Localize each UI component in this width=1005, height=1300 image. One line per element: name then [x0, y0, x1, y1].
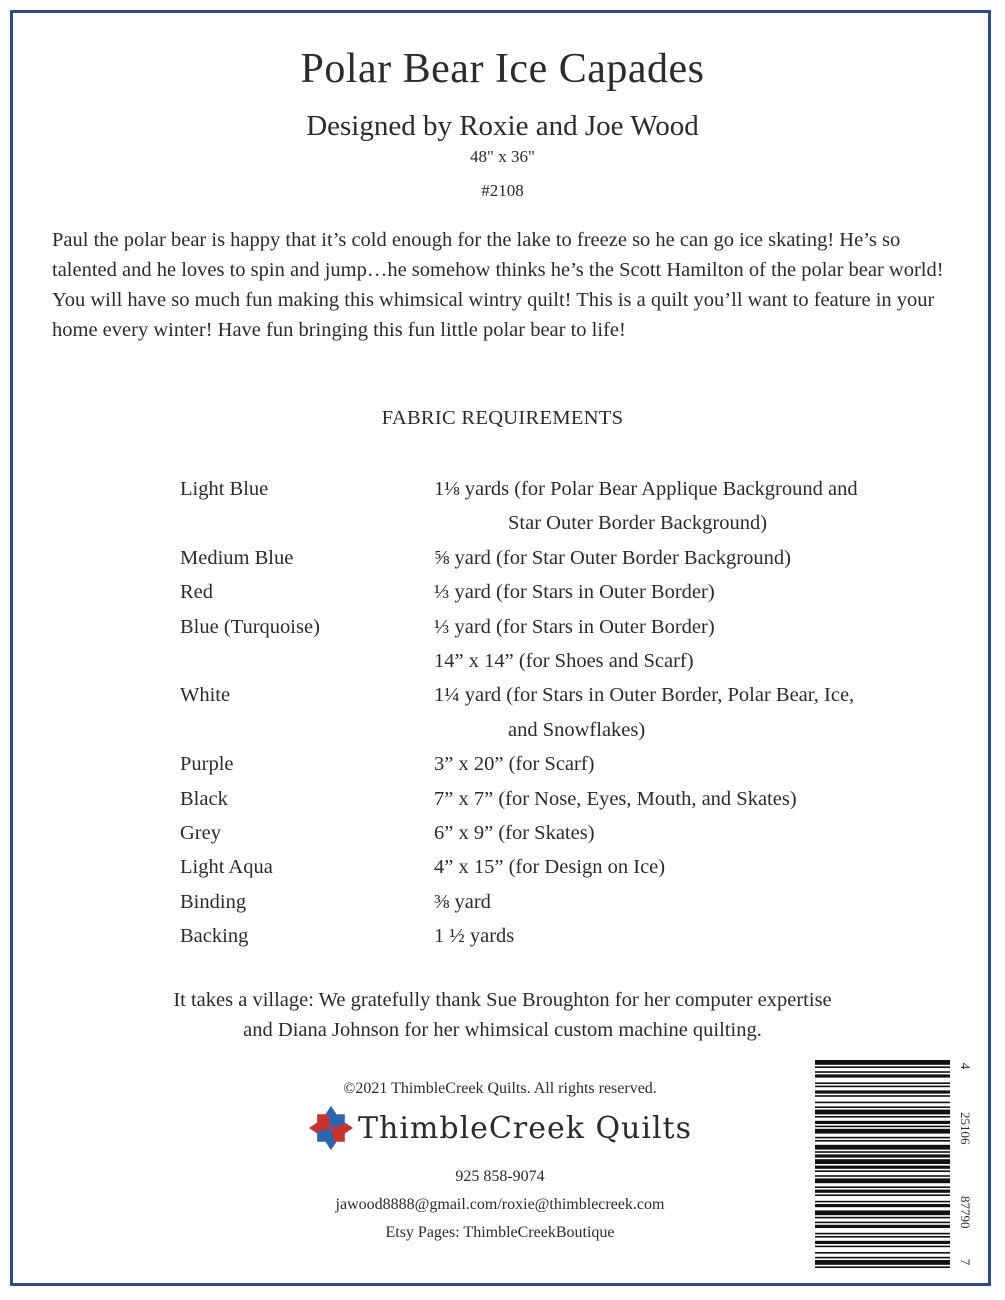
- barcode-bar: [815, 1116, 950, 1118]
- fabric-name: [180, 644, 434, 678]
- fabric-amount-text: ⅓ yard (for Stars in Outer Border): [434, 615, 715, 638]
- fabric-amount: [434, 850, 970, 884]
- fabric-amount-text: ⅜ yard: [434, 890, 491, 913]
- fabric-amount-text: 4” x 15” (for Design on Ice): [434, 856, 666, 879]
- phone-number: 925 858-9074: [455, 1168, 545, 1185]
- barcode-bar: [815, 1170, 950, 1172]
- fabric-amount-continued: Star Outer Border Background): [508, 512, 768, 535]
- barcode-bar: [815, 1201, 950, 1203]
- brand-name: ThimbleCreek Quilts: [358, 1110, 692, 1146]
- quilt-star-icon: [308, 1105, 354, 1151]
- barcode-bar: [815, 1166, 950, 1169]
- barcode-bar: [815, 1178, 950, 1183]
- barcode-bar: [815, 1090, 950, 1093]
- barcode-bar: [815, 1252, 950, 1254]
- barcode-bar: [815, 1137, 950, 1139]
- barcode-digit-group: 4: [958, 1062, 973, 1070]
- fabric-amount-text: ⅝ yard (for Star Outer Border Background): [434, 546, 791, 569]
- barcode-bar: [815, 1060, 950, 1065]
- fabric-name: Black: [180, 787, 228, 810]
- barcode-bar: [815, 1066, 950, 1068]
- etsy-page: Etsy Pages: ThimbleCreekBoutique: [385, 1224, 615, 1241]
- barcode-bar: [815, 1260, 950, 1265]
- barcode-bar: [815, 1241, 950, 1244]
- barcode-bar: [815, 1175, 950, 1177]
- fabric-amount: [434, 885, 970, 919]
- barcode-digits: [955, 1058, 975, 1273]
- brand-logo: [270, 1108, 730, 1148]
- barcode: [815, 1058, 975, 1273]
- barcode-bar: [815, 1246, 950, 1248]
- intro-paragraph: Paul the polar bear is happy that it’s cold enough for the lake to freeze so he can go ice skating! He’s so talented and he loves to spin and jump…he somehow thinks he’s the Scott Hamilton of the polar bear world! You will have so much fun making this whimsical wintry quilt! This is a quilt you’ll want to feature in your home every winter! Have fun bringing this fun little polar bear to life!: [52, 229, 944, 341]
- fabric-name: Medium Blue: [180, 546, 294, 569]
- copyright: ©2021 ThimbleCreek Quilts. All rights reserved.: [343, 1080, 657, 1097]
- barcode-bar: [815, 1194, 950, 1196]
- fabric-amount: [434, 782, 970, 816]
- fabric-amount-text: 3” x 20” (for Scarf): [434, 753, 595, 776]
- fabric-row: [180, 541, 970, 575]
- barcode-bar: [815, 1121, 950, 1124]
- barcode-bars: [815, 1058, 950, 1273]
- fabric-amount: [434, 472, 970, 541]
- barcode-bar: [815, 1217, 950, 1219]
- fabric-name: Light Aqua: [180, 856, 273, 879]
- barcode-bar: [815, 1233, 950, 1235]
- barcode-bar: [815, 1204, 950, 1207]
- fabric-amount: [434, 919, 970, 953]
- pattern-title: Polar Bear Ice Capades: [300, 46, 705, 92]
- fabric-name: Blue (Turquoise): [180, 615, 320, 638]
- contact-footer: [270, 1080, 730, 1252]
- fabric-row: [180, 575, 970, 609]
- fabric-requirements-heading: FABRIC REQUIREMENTS: [381, 407, 624, 429]
- fabric-row: [180, 472, 970, 541]
- fabric-amount-text: 14” x 14” (for Shoes and Scarf): [434, 650, 694, 673]
- thanks-line-2: and Diana Johnson for her whimsical custom machine quilting.: [243, 1019, 762, 1041]
- fabric-name: White: [180, 684, 231, 707]
- fabric-name: Red: [180, 581, 214, 604]
- barcode-bar: [815, 1082, 950, 1084]
- barcode-bar: [815, 1129, 950, 1134]
- email-address: jawood8888@gmail.com/roxie@thimblecreek.com: [335, 1196, 665, 1213]
- fabric-amount: [434, 541, 970, 575]
- barcode-bar: [815, 1266, 950, 1268]
- fabric-amount: [434, 747, 970, 781]
- barcode-bar: [815, 1190, 950, 1193]
- fabric-name: Purple: [180, 753, 234, 776]
- barcode-bar: [815, 1236, 950, 1238]
- barcode-digit-group: 25106: [958, 1112, 973, 1145]
- fabric-requirements-list: [180, 472, 970, 954]
- barcode-bar: [815, 1222, 950, 1224]
- barcode-bar: [815, 1145, 950, 1150]
- fabric-amount-text: 1¼ yard (for Stars in Outer Border, Polar Bear, Ice,: [434, 684, 855, 707]
- fabric-amount: [434, 816, 970, 850]
- barcode-bar: [815, 1126, 950, 1128]
- fabric-amount-text: 6” x 9” (for Skates): [434, 822, 595, 845]
- barcode-bar: [815, 1225, 950, 1228]
- barcode-bar: [815, 1186, 950, 1188]
- quilt-size: 48" x 36": [470, 147, 535, 166]
- fabric-amount-continued: and Snowflakes): [508, 718, 646, 741]
- fabric-amount: [434, 610, 970, 644]
- barcode-digit-group: 7: [958, 1258, 973, 1266]
- fabric-amount-text: 1 ½ yards: [434, 925, 515, 948]
- fabric-amount: [434, 644, 970, 678]
- fabric-name: Grey: [180, 822, 221, 845]
- fabric-row: [180, 644, 970, 678]
- barcode-bar: [815, 1159, 950, 1164]
- fabric-amount-text: 1⅛ yards (for Polar Bear Applique Background and: [434, 478, 858, 500]
- pattern-number: #2108: [481, 181, 524, 200]
- barcode-bar: [815, 1074, 950, 1077]
- fabric-row: [180, 816, 970, 850]
- fabric-row: [180, 919, 970, 953]
- fabric-row: [180, 678, 970, 747]
- barcode-bar: [815, 1086, 950, 1088]
- fabric-amount: [434, 575, 970, 609]
- designer-credit: Designed by Roxie and Joe Wood: [306, 110, 699, 142]
- barcode-bar: [815, 1151, 950, 1153]
- thanks-line-1: It takes a village: We gratefully thank Sue Broughton for her computer expertise: [173, 989, 832, 1011]
- fabric-row: [180, 747, 970, 781]
- barcode-digit-group: 87790: [958, 1196, 973, 1229]
- fabric-amount-text: ⅓ yard (for Stars in Outer Border): [434, 581, 715, 604]
- fabric-amount-text: 7” x 7” (for Nose, Eyes, Mouth, and Skates): [434, 787, 797, 810]
- barcode-bar: [815, 1257, 950, 1259]
- barcode-bar: [815, 1110, 950, 1115]
- fabric-row: [180, 885, 970, 919]
- fabric-row: [180, 782, 970, 816]
- fabric-row: [180, 850, 970, 884]
- barcode-bar: [815, 1106, 950, 1108]
- fabric-name: Backing: [180, 925, 249, 948]
- fabric-amount: [434, 678, 970, 747]
- acknowledgements: [0, 985, 1005, 1045]
- barcode-bar: [815, 1140, 950, 1142]
- barcode-bar: [815, 1102, 950, 1104]
- fabric-row: [180, 610, 970, 644]
- fabric-name: Light Blue: [180, 478, 269, 500]
- barcode-bar: [815, 1095, 950, 1097]
- fabric-name: Binding: [180, 890, 247, 913]
- barcode-bar: [815, 1154, 950, 1157]
- barcode-bar: [815, 1210, 950, 1215]
- barcode-bar: [815, 1071, 950, 1073]
